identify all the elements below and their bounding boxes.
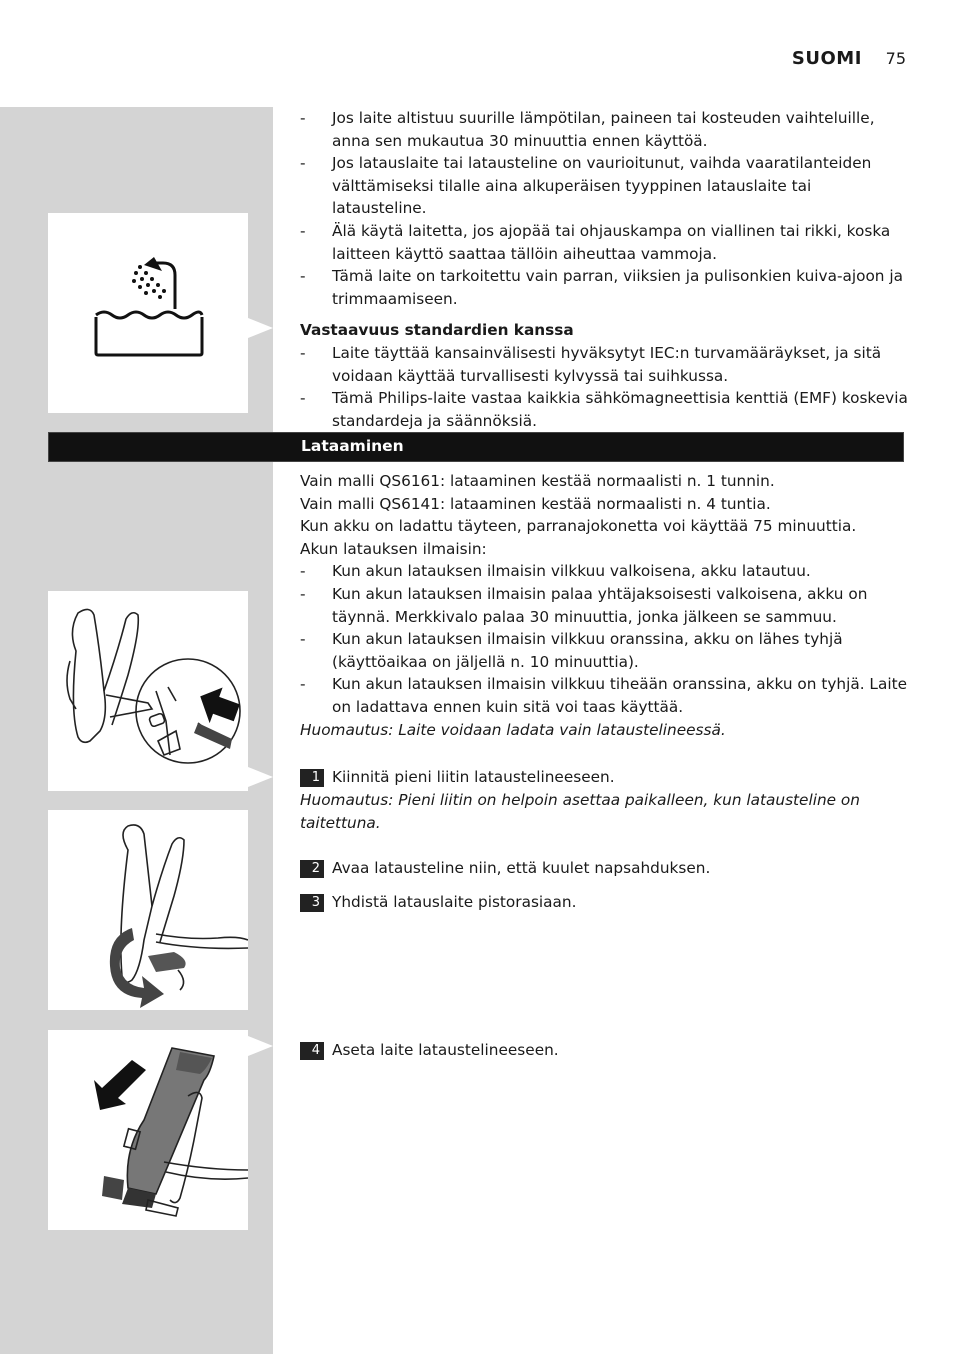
list-item: - Kun akun latauksen ilmaisin vilkkuu oranssina, akku on lähes tyhjä (käyttöaikaa on jäljellä n. 10 minuuttia). xyxy=(300,628,910,673)
page-header xyxy=(792,48,906,69)
step-number: 2 xyxy=(300,860,324,878)
step-1 xyxy=(300,766,615,788)
charging-section xyxy=(300,470,910,741)
compliance-list xyxy=(300,342,910,432)
charging-info-line: Akun latauksen ilmaisin: xyxy=(300,539,487,558)
stand-connector-illustration xyxy=(48,591,248,791)
note-charging-stand: Huomautus: Laite voidaan ladata vain lataustelineessä. xyxy=(300,720,726,739)
step-number: 3 xyxy=(300,894,324,912)
illustration-pointer xyxy=(248,318,273,338)
charging-info-line: Vain malli QS6141: lataaminen kestää normaalisti n. 4 tuntia. xyxy=(300,494,771,513)
list-item: - Jos latauslaite tai latausteline on vaurioitunut, vaihda vaaratilanteiden välttämiseksi tilalle aina alkuperäisen tyyppinen latauslaite tai latausteline. xyxy=(300,152,910,220)
indicator-list xyxy=(300,560,910,718)
step-text: Avaa latausteline niin, että kuulet napsahduksen. xyxy=(332,859,711,877)
safety-section xyxy=(300,107,910,432)
charging-info-line: Kun akku on ladattu täyteen, parranajokonetta voi käyttää 75 minuuttia. xyxy=(300,517,857,536)
language-label: SUOMI xyxy=(791,48,862,69)
charging-section-header xyxy=(48,432,904,462)
step-number: 4 xyxy=(300,1042,324,1060)
step-text: Yhdistä latauslaite pistorasiaan. xyxy=(332,893,577,911)
stand-opening-illustration xyxy=(48,810,248,1010)
step-3 xyxy=(300,891,576,913)
list-item: - Kun akun latauksen ilmaisin vilkkuu valkoisena, akku latautuu. xyxy=(300,560,910,583)
step-4 xyxy=(300,1039,559,1061)
shaver-in-stand-illustration xyxy=(48,1030,248,1230)
list-item: - Jos laite altistuu suurille lämpötilan, paineen tai kosteuden vaihteluille, anna sen mukautua 30 minuuttia ennen käyttöä. xyxy=(300,107,910,152)
step-2 xyxy=(300,857,710,879)
list-item: - Laite täyttää kansainvälisesti hyväksytyt IEC:n turvamääräykset, ja sitä voidaan käyttää turvallisesti kylvyssä tai suihkussa. xyxy=(300,342,910,387)
list-item: - Kun akun latauksen ilmaisin vilkkuu tiheään oranssina, akku on tyhjä. Laite on ladattava ennen kuin sitä voi taas käyttää. xyxy=(300,673,910,718)
list-item: - Tämä Philips-laite vastaa kaikkia sähkömagneettisia kenttiä (EMF) koskevia standardeja ja säännöksiä. xyxy=(300,387,910,432)
safety-list xyxy=(300,107,910,310)
step-text: Aseta laite lataustelineeseen. xyxy=(332,1041,559,1059)
page-number: 75 xyxy=(885,49,906,68)
step-text: Kiinnitä pieni liitin lataustelineeseen. xyxy=(332,768,615,786)
charging-info-line: Vain malli QS6161: lataaminen kestää normaalisti n. 1 tunnin. xyxy=(300,472,775,490)
compliance-heading: Vastaavuus standardien kanssa xyxy=(300,321,574,340)
list-item: - Kun akun latauksen ilmaisin palaa yhtäjaksoisesti valkoisena, akku on täynnä. Merkkivalo palaa 30 minuuttia, jonka jälkeen se sammuu. xyxy=(300,583,910,628)
shower-bath-illustration xyxy=(48,213,248,413)
illustration-pointer xyxy=(248,767,273,787)
step-number: 1 xyxy=(300,769,324,787)
note-connector: Huomautus: Pieni liitin on helpoin asettaa paikalleen, kun latausteline on taitettuna. xyxy=(300,791,860,832)
list-item: - Älä käytä laitetta, jos ajopää tai ohjauskampa on viallinen tai rikki, koska laitteen käyttö saattaa tällöin aiheuttaa vammoja. xyxy=(300,220,910,265)
note-block xyxy=(300,789,910,834)
illustration-pointer xyxy=(248,1036,273,1056)
list-item: - Tämä laite on tarkoitettu vain parran, viiksien ja pulisonkien kuiva-ajoon ja trimmaamiseen. xyxy=(300,265,910,310)
section-title: Lataaminen xyxy=(301,437,404,455)
